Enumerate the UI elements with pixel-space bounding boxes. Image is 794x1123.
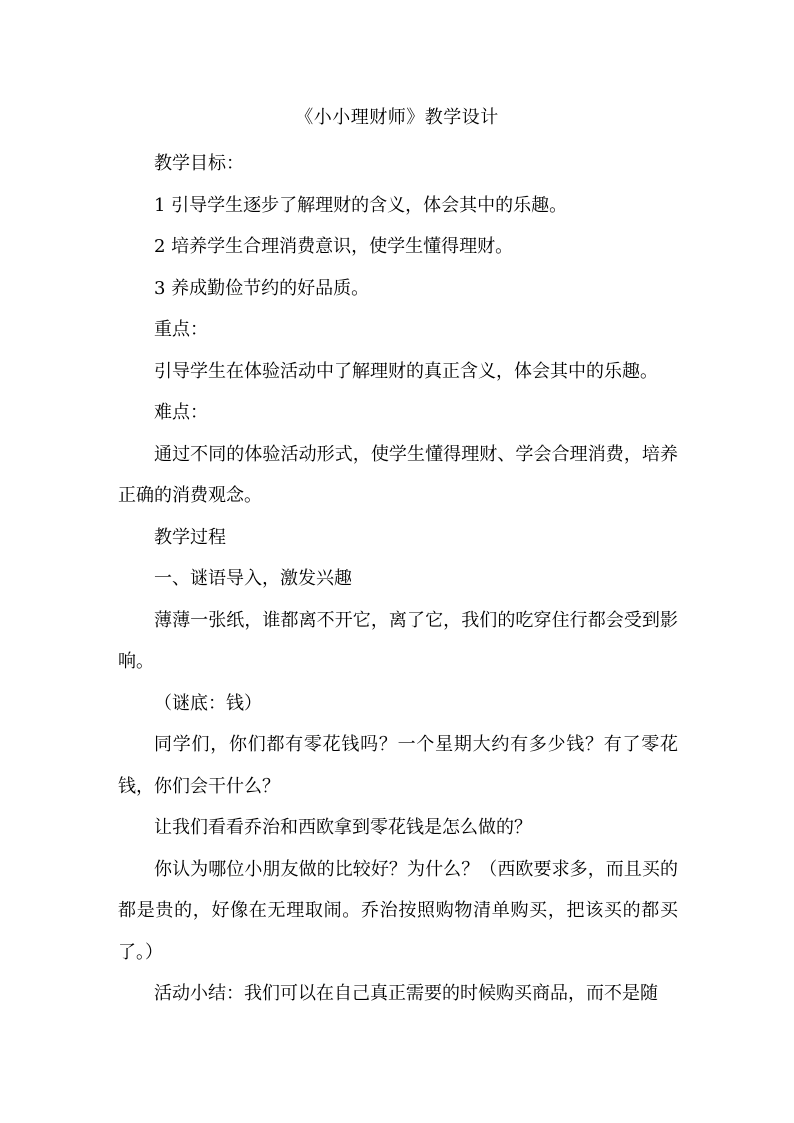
heading-teaching-goals: 教学目标： [154,153,244,174]
riddle-answer: （谜底：钱） [154,692,262,714]
difficulties-text: 通过不同的体验活动形式，使学生懂得理财、学会合理消费，培养正确的消费观念。 [118,443,678,506]
question-pocket-money: 同学们，你们都有零花钱吗？一个星期大约有多少钱？有了零花钱，你们会干什么？ [118,734,678,797]
goal-item-3: 3 养成勤俭节约的好品质。 [154,277,370,299]
heading-difficulties: 难点： [154,402,208,423]
riddle-text: 薄薄一张纸，谁都离不开它，离了它，我们的吃穿住行都会受到影响。 [118,609,678,672]
document-title: 《小小理财师》教学设计 [295,107,499,128]
heading-teaching-process: 教学过程 [154,526,226,548]
goal-item-2: 2 培养学生合理消费意识，使学生懂得理财。 [154,236,514,257]
goal-item-1: 1 引导学生逐步了解理财的含义，体会其中的乐趣。 [154,194,568,216]
key-points-text: 引导学生在体验活动中了解理财的真正含义，体会其中的乐趣。 [154,360,658,382]
document-body [118,143,678,1015]
discussion-question: 你认为哪位小朋友做的比较好？为什么？（西欧要求多，而且买的都是贵的，好像在无理取闹。乔治按照购物清单购买，把该买的都买了。） [118,858,678,963]
activity-summary: 活动小结：我们可以在自己真正需要的时候购买商品，而不是随 [154,983,658,1004]
section-heading-riddle: 一、谜语导入，激发兴趣 [154,568,352,589]
prompt-george-xiou: 让我们看看乔治和西欧拿到零花钱是怎么做的？ [154,817,532,838]
heading-key-points: 重点： [154,319,208,340]
